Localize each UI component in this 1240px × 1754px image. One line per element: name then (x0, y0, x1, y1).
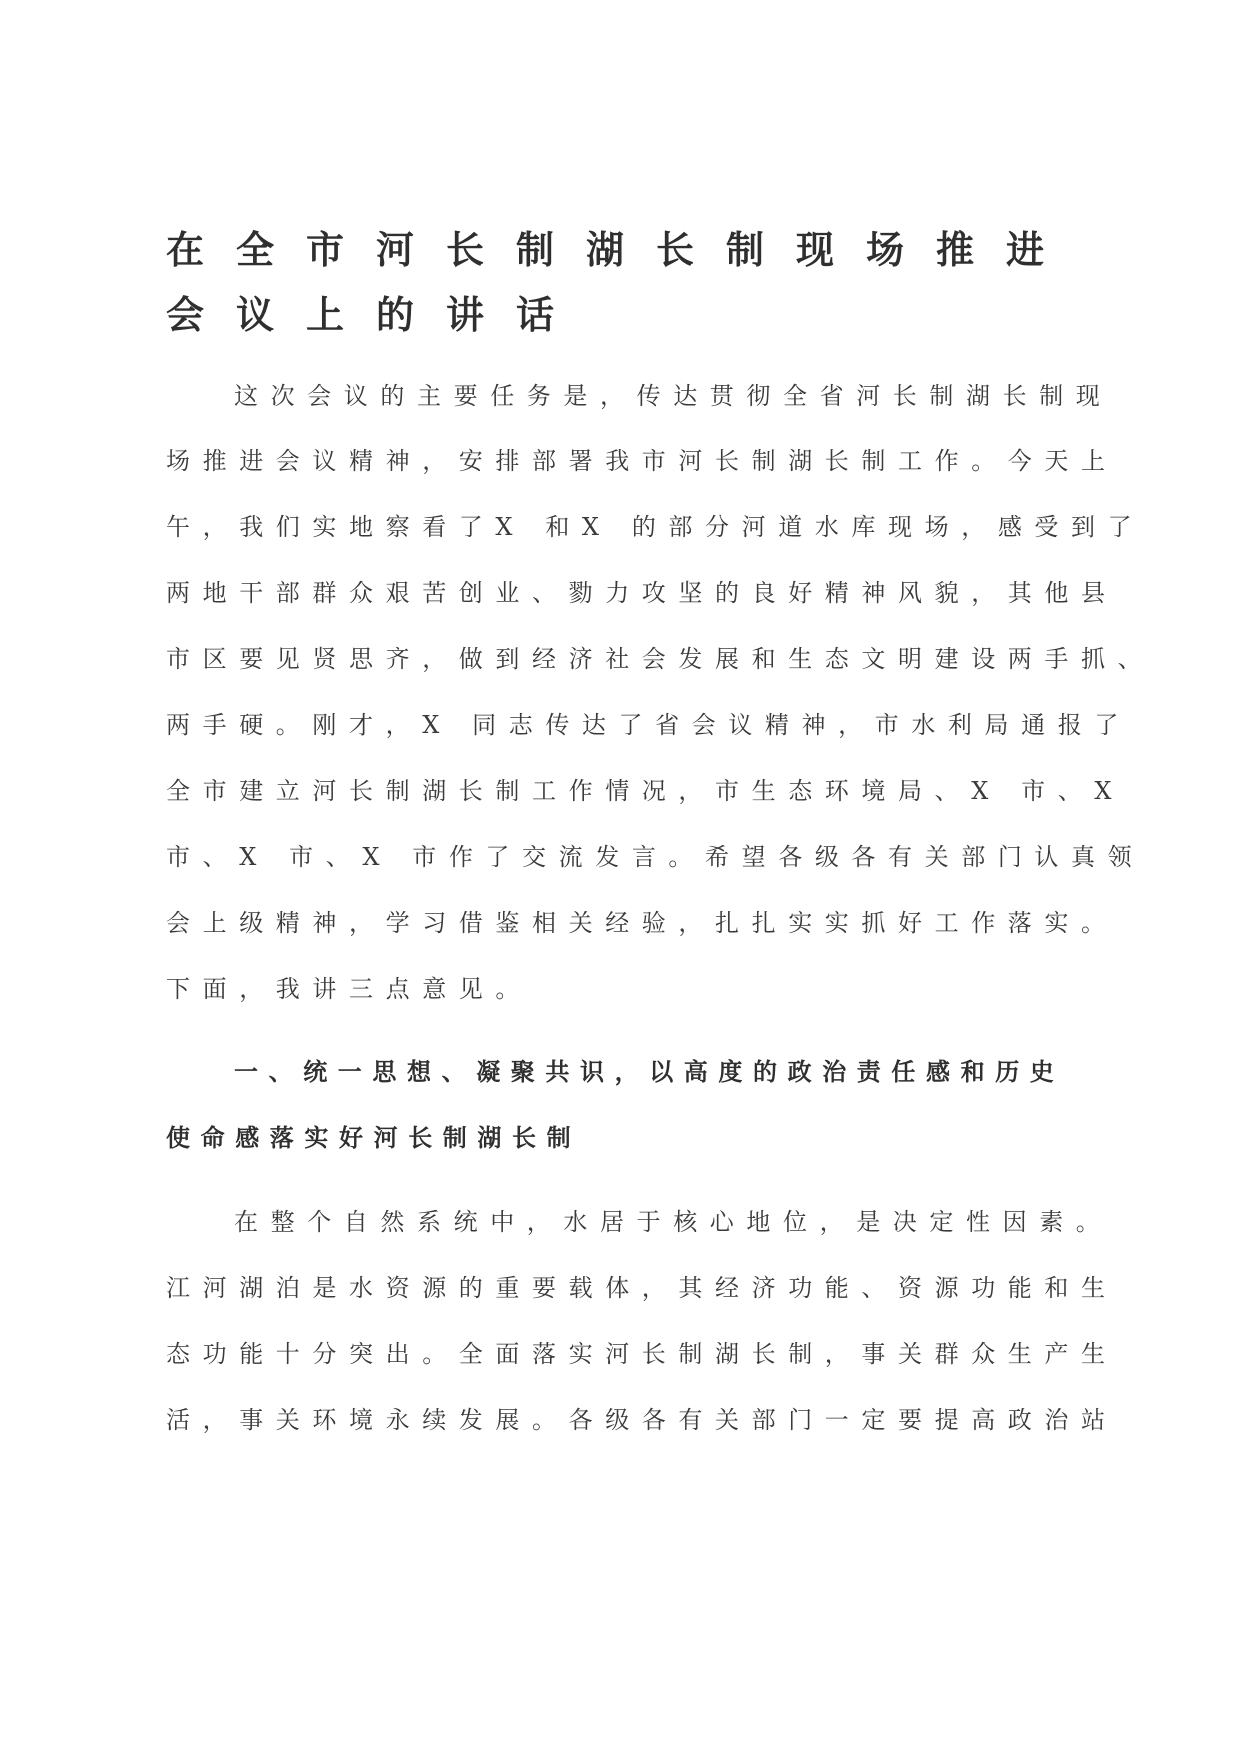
document-title-line-2: 会议上的讲话 (166, 293, 587, 337)
paragraph-1-line-10: 下面，我讲三点意见。 (166, 975, 532, 1003)
paragraph-1-line-3: 午，我们实地察看了X 和X 的部分河道水库现场，感受到了 (166, 513, 1145, 541)
paragraph-1-line-1: 这次会议的主要任务是，传达贯彻全省河长制湖长制现 (234, 382, 1113, 410)
paragraph-1-line-6: 两手硬。刚才，X 同志传达了省会议精神，市水利局通报了 (166, 711, 1131, 739)
paragraph-1-line-8: 市、X 市、X 市作了交流发言。希望各级各有关部门认真领 (166, 843, 1145, 871)
section-heading-1-line-2: 使命感落实好河长制湖长制 (166, 1124, 582, 1152)
paragraph-1-line-7: 全市建立河长制湖长制工作情况，市生态环境局、X 市、X (166, 777, 1124, 805)
document-title-line-1: 在全市河长制湖长制现场推进 (166, 228, 1077, 272)
paragraph-1-line-5: 市区要见贤思齐，做到经济社会发展和生态文明建设两手抓、 (166, 645, 1155, 673)
paragraph-2-line-2: 江河湖泊是水资源的重要载体，其经济功能、资源功能和生 (166, 1274, 1118, 1302)
paragraph-2-line-1: 在整个自然系统中，水居于核心地位，是决定性因素。 (234, 1208, 1113, 1236)
paragraph-2-line-3: 态功能十分突出。全面落实河长制湖长制，事关群众生产生 (166, 1340, 1118, 1368)
paragraph-2-line-4: 活，事关环境永续发展。各级各有关部门一定要提高政治站 (166, 1406, 1118, 1434)
paragraph-1-line-4: 两地干部群众艰苦创业、勠力攻坚的良好精神风貌，其他县 (166, 579, 1118, 607)
paragraph-1-line-9: 会上级精神，学习借鉴相关经验，扎扎实实抓好工作落实。 (166, 909, 1118, 937)
paragraph-1-line-2: 场推进会议精神，安排部署我市河长制湖长制工作。今天上 (166, 447, 1118, 475)
section-heading-1-line-1: 一、统一思想、凝聚共识，以高度的政治责任感和历史 (234, 1058, 1065, 1086)
